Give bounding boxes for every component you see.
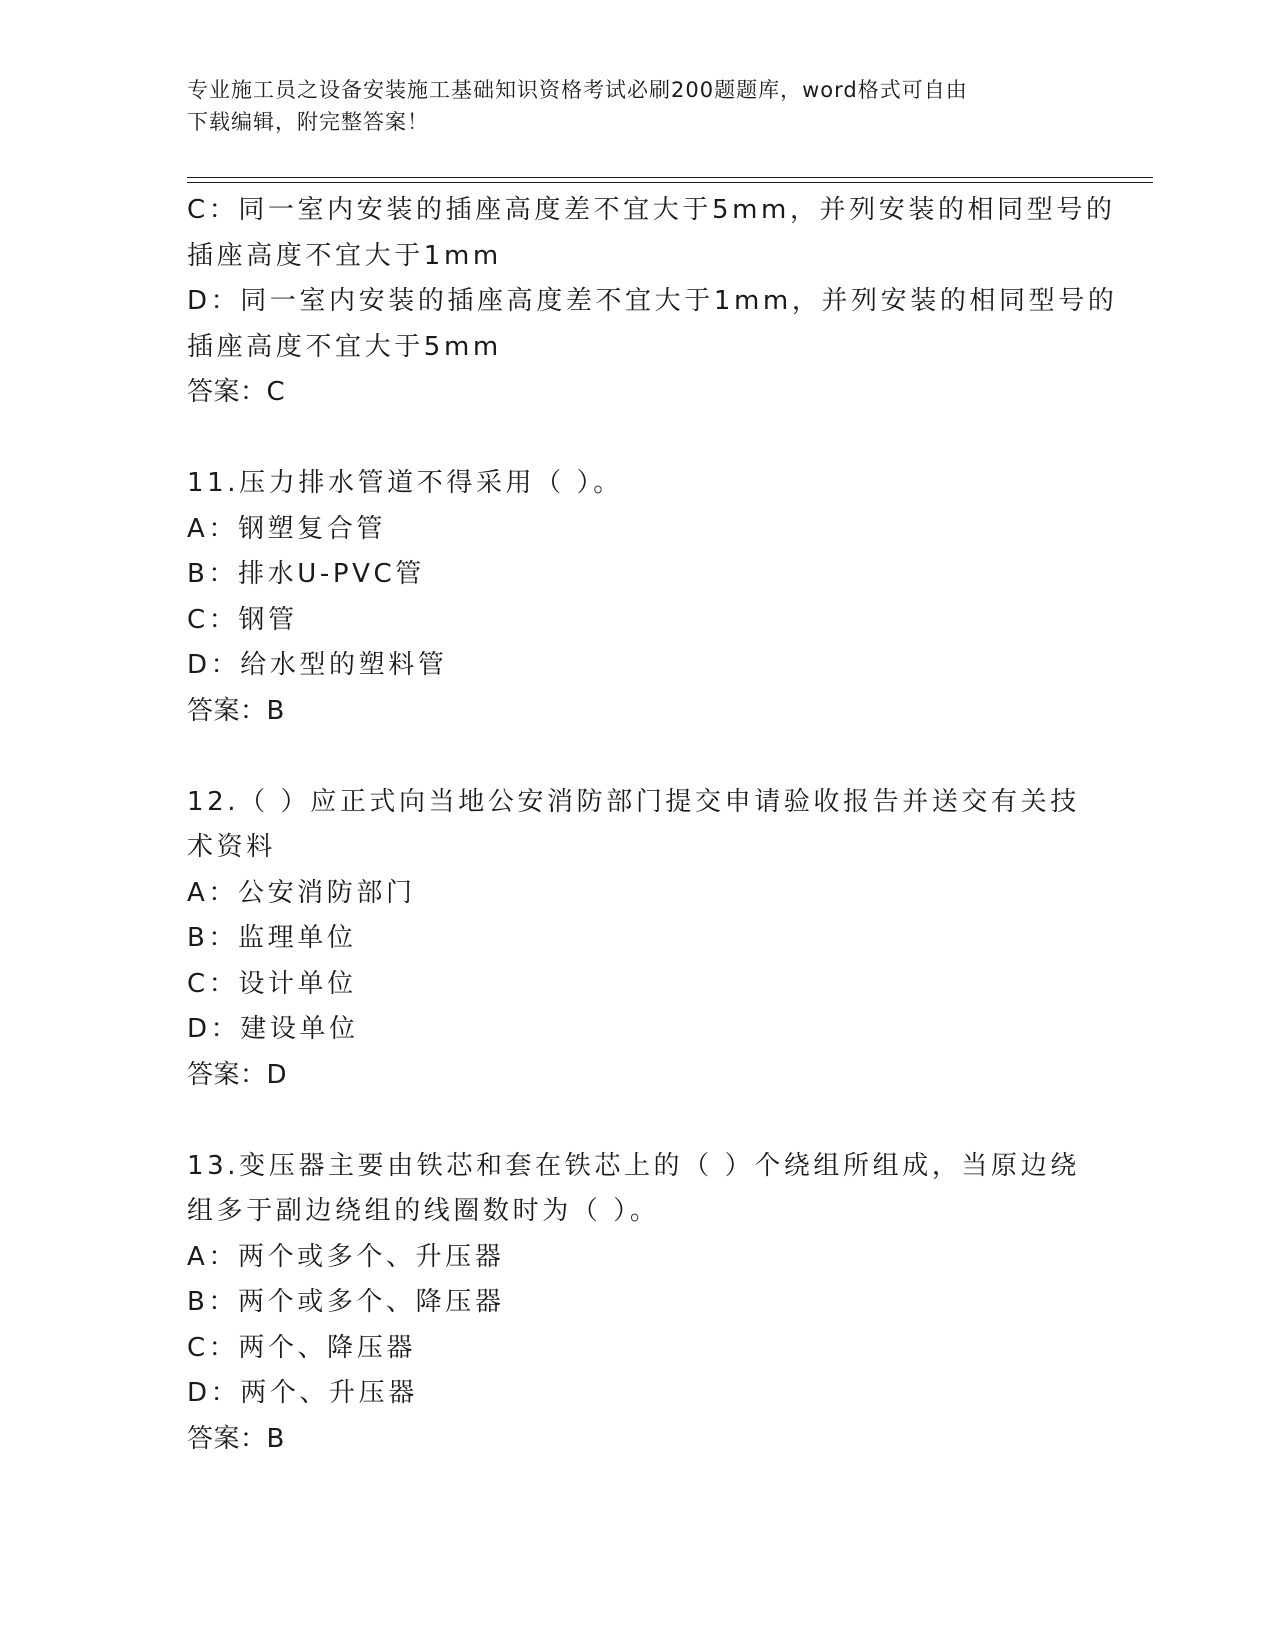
question-content xyxy=(187,188,1118,1462)
header-divider-top xyxy=(187,177,1153,178)
question-11 xyxy=(187,461,1087,734)
option-d: D：两个、升压器 xyxy=(187,1378,418,1408)
spacer xyxy=(187,734,1087,780)
answer-line: 答案：B xyxy=(187,695,285,726)
header-line-2: 下载编辑，附完整答案！ xyxy=(187,110,429,134)
document-header xyxy=(187,74,1067,138)
option-b: B：排水U-PVC管 xyxy=(187,559,425,589)
option-d: D：建设单位 xyxy=(187,1014,359,1044)
option-a: A：两个或多个、升压器 xyxy=(187,1241,505,1272)
option-a: A：钢塑复合管 xyxy=(187,513,386,544)
option-d-line-2: 插座高度不宜大于5mm xyxy=(187,331,502,362)
answer-line: 答案：D xyxy=(187,1059,288,1090)
spacer xyxy=(187,1098,1087,1144)
question-stem-continued: 组多于副边绕组的线圈数时为（ ）。 xyxy=(187,1196,660,1226)
option-b: B：监理单位 xyxy=(187,923,357,953)
question-stem: 12.（ ）应正式向当地公安消防部门提交申请验收报告并送交有关技 xyxy=(187,786,1080,817)
option-d: D：给水型的塑料管 xyxy=(187,650,448,680)
question-13 xyxy=(187,1144,1087,1463)
header-divider-bottom xyxy=(187,182,1153,183)
option-d-line-1: D：同一室内安装的插座高度差不宜大于1mm，并列安装的相同型号的 xyxy=(187,286,1118,316)
option-c: C：两个、降压器 xyxy=(187,1332,416,1363)
option-b: B：两个或多个、降压器 xyxy=(187,1287,505,1317)
option-c-line-2: 插座高度不宜大于1mm xyxy=(187,240,502,271)
spacer xyxy=(187,416,1087,462)
option-c: C：钢管 xyxy=(187,604,298,635)
option-a: A：公安消防部门 xyxy=(187,877,416,908)
header-line-1: 专业施工员之设备安装施工基础知识资格考试必刷200题题库，word格式可自由 xyxy=(187,78,968,102)
answer-line: 答案：B xyxy=(187,1423,285,1454)
question-12 xyxy=(187,780,1087,1099)
answer-line: 答案：C xyxy=(187,377,286,407)
question-stem-continued: 术资料 xyxy=(187,832,276,862)
question-stem: 13.变压器主要由铁芯和套在铁芯上的（ ）个绕组所组成，当原边绕 xyxy=(187,1150,1080,1181)
option-c: C：设计单位 xyxy=(187,968,357,999)
question-stem: 11.压力排水管道不得采用（ ）。 xyxy=(187,468,623,498)
previous-question-continuation xyxy=(187,188,1118,416)
option-c-line-1: C：同一室内安装的插座高度差不宜大于5mm，并列安装的相同型号的 xyxy=(187,195,1116,225)
